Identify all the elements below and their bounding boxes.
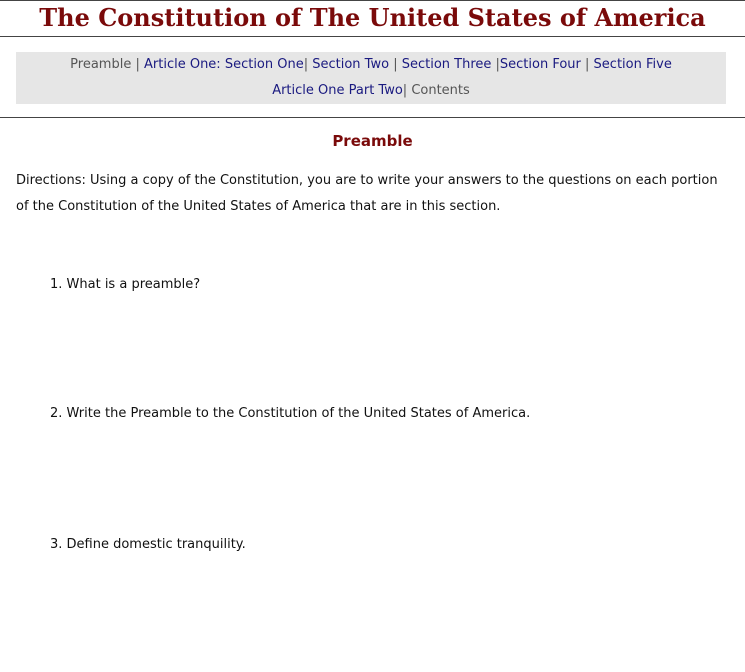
nav-link-section-two[interactable]: Section Two (312, 57, 390, 72)
nav-row-2 (16, 78, 726, 104)
divider (0, 117, 745, 118)
nav-link-article-one-part-two[interactable]: Article One Part Two (272, 83, 403, 98)
nav-link-article-one-section-one[interactable]: Article One: Section One (144, 57, 304, 72)
question-3: 3. Define domestic tranquility. (50, 537, 246, 552)
title-bar (0, 0, 745, 37)
nav-separator: | (402, 83, 412, 98)
nav-separator: | (303, 57, 313, 72)
navigation-bar (16, 52, 726, 104)
question-1: 1. What is a preamble? (50, 277, 201, 292)
nav-item-preamble-current: Preamble (70, 57, 132, 72)
directions-text: Directions: Using a copy of the Constitution, you are to write your answers to the questions on each portion of the Constitution of the United States of America that are in this section. (16, 173, 718, 214)
nav-link-section-three[interactable]: Section Three (401, 57, 492, 72)
nav-separator: | (491, 57, 500, 72)
page-title: The Constitution of The United States of America (39, 3, 706, 32)
nav-separator: | (580, 57, 594, 72)
nav-link-contents[interactable]: Contents (411, 83, 470, 98)
question-2: 2. Write the Preamble to the Constitution of the United States of America. (50, 406, 531, 421)
section-heading: Preamble (332, 132, 413, 150)
nav-link-section-five[interactable]: Section Five (593, 57, 672, 72)
nav-row-1 (16, 52, 726, 78)
nav-link-section-four[interactable]: Section Four (499, 57, 581, 72)
nav-separator: | (131, 57, 144, 72)
nav-separator: | (389, 57, 402, 72)
